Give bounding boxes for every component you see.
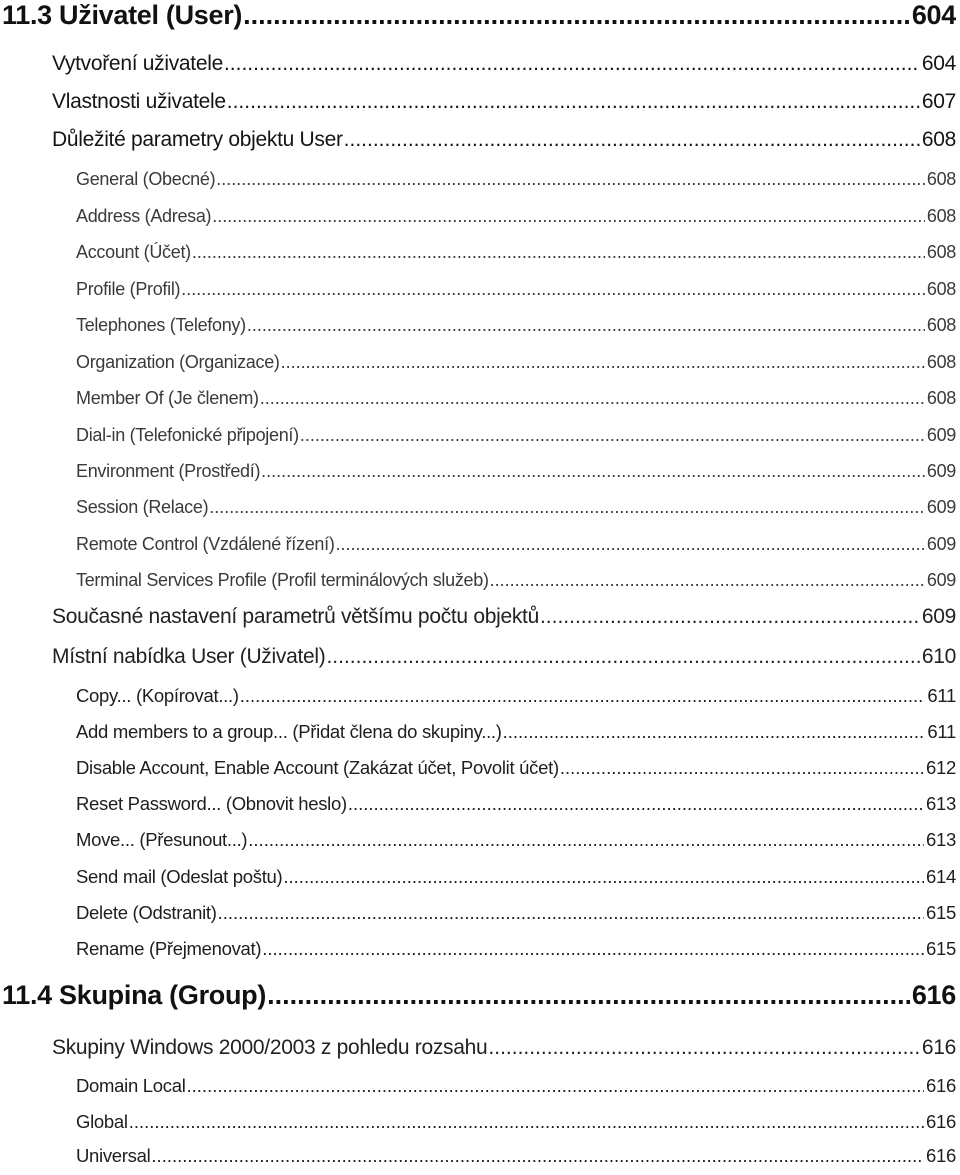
toc-entry-page: 613 bbox=[926, 829, 956, 850]
dot-leader bbox=[218, 902, 924, 924]
dot-leader bbox=[224, 52, 920, 76]
toc-entry-page: 612 bbox=[926, 757, 956, 778]
toc-entry-page: 608 bbox=[926, 242, 956, 262]
dot-leader bbox=[212, 206, 925, 227]
toc-entry-page: 615 bbox=[926, 938, 956, 959]
toc-subentry[interactable] bbox=[76, 461, 956, 491]
dot-leader bbox=[187, 1075, 925, 1097]
dot-leader bbox=[540, 605, 920, 629]
toc-entry-title: Address (Adresa) bbox=[76, 206, 212, 226]
toc-subentry[interactable] bbox=[76, 242, 956, 272]
toc-entry-title: Terminal Services Profile (Profil terminálových služeb) bbox=[76, 570, 489, 590]
toc-entry-title: General (Obecné) bbox=[76, 169, 216, 189]
toc-entry-title: 11.4 Skupina (Group) bbox=[2, 980, 267, 1010]
toc-entry-page: 611 bbox=[927, 685, 956, 706]
toc-entry-page: 609 bbox=[926, 570, 956, 590]
toc-subentry[interactable] bbox=[76, 425, 956, 455]
toc-subentry[interactable] bbox=[76, 685, 956, 715]
dot-leader bbox=[490, 570, 925, 591]
dot-leader bbox=[243, 0, 910, 31]
dot-leader bbox=[260, 388, 925, 409]
dot-leader bbox=[503, 721, 926, 743]
dot-leader bbox=[262, 938, 924, 960]
toc-entry-title: Telephones (Telefony) bbox=[76, 315, 246, 335]
dot-leader bbox=[227, 90, 920, 114]
toc-entry-title: Domain Local bbox=[76, 1075, 186, 1096]
toc-entry[interactable] bbox=[52, 605, 956, 637]
dot-leader bbox=[151, 1145, 924, 1167]
dot-leader bbox=[267, 980, 910, 1011]
toc-subentry[interactable] bbox=[76, 169, 956, 199]
toc-entry-page: 608 bbox=[921, 128, 956, 151]
toc-entry-page: 609 bbox=[926, 534, 956, 554]
toc-subentry[interactable] bbox=[76, 829, 956, 859]
dot-leader bbox=[560, 757, 924, 779]
toc-entry-title: Remote Control (Vzdálené řízení) bbox=[76, 534, 335, 554]
toc-entry-title: Add members to a group... (Přidat člena do skupiny...) bbox=[76, 721, 502, 742]
toc-entry-title: Skupiny Windows 2000/2003 z pohledu rozsahu bbox=[52, 1036, 488, 1059]
toc-subentry[interactable] bbox=[76, 938, 956, 968]
toc-section-11-4[interactable] bbox=[2, 980, 956, 1020]
toc-entry-title: Account (Účet) bbox=[76, 242, 191, 262]
toc-entry-page: 608 bbox=[926, 169, 956, 189]
toc-entry-page: 608 bbox=[926, 315, 956, 335]
toc-entry-title: Global bbox=[76, 1111, 128, 1132]
toc-entry-title: Delete (Odstranit) bbox=[76, 902, 217, 923]
toc-entry-title: Reset Password... (Obnovit heslo) bbox=[76, 793, 347, 814]
toc-entry-title: Vytvoření uživatele bbox=[52, 52, 223, 75]
toc-entry-page: 609 bbox=[921, 605, 956, 628]
dot-leader bbox=[348, 793, 924, 815]
toc-subentry[interactable] bbox=[76, 497, 956, 527]
toc-subentry[interactable] bbox=[76, 902, 956, 932]
toc-entry-page: 608 bbox=[926, 352, 956, 372]
dot-leader bbox=[216, 169, 925, 190]
toc-entry-title: Rename (Přejmenovat) bbox=[76, 938, 262, 959]
toc-entry-page: 609 bbox=[926, 425, 956, 445]
toc-entry-page: 616 bbox=[921, 1036, 956, 1059]
dot-leader bbox=[129, 1111, 924, 1133]
toc-entry-page: 616 bbox=[926, 1111, 956, 1132]
toc-entry-title: Copy... (Kopírovat...) bbox=[76, 685, 239, 706]
toc-entry-page: 616 bbox=[911, 980, 956, 1010]
toc-entry-title: Profile (Profil) bbox=[76, 279, 181, 299]
toc-entry-title: Současné nastavení parametrů většímu počtu objektů bbox=[52, 605, 539, 628]
dot-leader bbox=[261, 461, 925, 482]
toc-subentry[interactable] bbox=[76, 206, 956, 236]
toc-entry-page: 613 bbox=[926, 793, 956, 814]
toc-subentry[interactable] bbox=[76, 534, 956, 564]
toc-entry-page: 610 bbox=[921, 645, 956, 668]
dot-leader bbox=[326, 645, 919, 669]
toc-entry[interactable] bbox=[52, 1036, 956, 1068]
toc-entry-page: 607 bbox=[921, 90, 956, 113]
toc-subentry[interactable] bbox=[76, 279, 956, 309]
toc-entry[interactable] bbox=[52, 90, 956, 122]
toc-entry-page: 608 bbox=[926, 279, 956, 299]
toc-subentry[interactable] bbox=[76, 793, 956, 823]
dot-leader bbox=[209, 497, 925, 518]
toc-entry[interactable] bbox=[52, 128, 956, 160]
toc-entry-title: Organization (Organizace) bbox=[76, 352, 280, 372]
dot-leader bbox=[281, 352, 925, 373]
dot-leader bbox=[283, 866, 924, 888]
toc-entry-title: 11.3 Uživatel (User) bbox=[2, 0, 243, 30]
toc-subentry[interactable] bbox=[76, 1111, 956, 1141]
dot-leader bbox=[336, 534, 925, 555]
toc-subentry[interactable] bbox=[76, 1145, 956, 1175]
toc-entry-page: 609 bbox=[926, 461, 956, 481]
toc-subentry[interactable] bbox=[76, 721, 956, 751]
toc-subentry[interactable] bbox=[76, 352, 956, 382]
toc-entry-title: Disable Account, Enable Account (Zakázat účet, Povolit účet) bbox=[76, 757, 559, 778]
toc-subentry[interactable] bbox=[76, 315, 956, 345]
toc-subentry[interactable] bbox=[76, 570, 956, 600]
toc-entry[interactable] bbox=[52, 52, 956, 84]
dot-leader bbox=[248, 829, 924, 851]
toc-section-11-3[interactable] bbox=[2, 0, 956, 40]
toc-subentry[interactable] bbox=[76, 388, 956, 418]
dot-leader bbox=[344, 128, 920, 152]
toc-entry-page: 608 bbox=[926, 388, 956, 408]
toc-subentry[interactable] bbox=[76, 1075, 956, 1105]
toc-entry-title: Dial-in (Telefonické připojení) bbox=[76, 425, 299, 445]
dot-leader bbox=[181, 279, 925, 300]
toc-entry-page: 608 bbox=[926, 206, 956, 226]
toc-entry-title: Send mail (Odeslat poštu) bbox=[76, 866, 283, 887]
dot-leader bbox=[240, 685, 926, 707]
toc-entry-title: Move... (Přesunout...) bbox=[76, 829, 248, 850]
toc-entry-page: 614 bbox=[926, 866, 956, 887]
toc-entry-title: Session (Relace) bbox=[76, 497, 209, 517]
toc-entry-page: 609 bbox=[926, 497, 956, 517]
dot-leader bbox=[192, 242, 925, 263]
toc-entry-title: Member Of (Je členem) bbox=[76, 388, 259, 408]
toc-entry-page: 604 bbox=[921, 52, 956, 75]
dot-leader bbox=[300, 425, 925, 446]
toc-entry-page: 604 bbox=[911, 0, 956, 30]
toc-subentry[interactable] bbox=[76, 866, 956, 896]
toc-entry-title: Důležité parametry objektu User bbox=[52, 128, 343, 151]
toc-entry-page: 616 bbox=[926, 1075, 956, 1096]
toc-entry-title: Universal bbox=[76, 1145, 151, 1166]
dot-leader bbox=[488, 1036, 919, 1060]
toc-entry-page: 611 bbox=[927, 721, 956, 742]
toc-entry-title: Environment (Prostředí) bbox=[76, 461, 261, 481]
toc-entry-title: Místní nabídka User (Uživatel) bbox=[52, 645, 326, 668]
toc-entry-title: Vlastnosti uživatele bbox=[52, 90, 226, 113]
toc-entry-page: 615 bbox=[926, 902, 956, 923]
toc-entry-page: 616 bbox=[926, 1145, 956, 1166]
dot-leader bbox=[247, 315, 925, 336]
toc-entry[interactable] bbox=[52, 645, 956, 677]
toc-subentry[interactable] bbox=[76, 757, 956, 787]
